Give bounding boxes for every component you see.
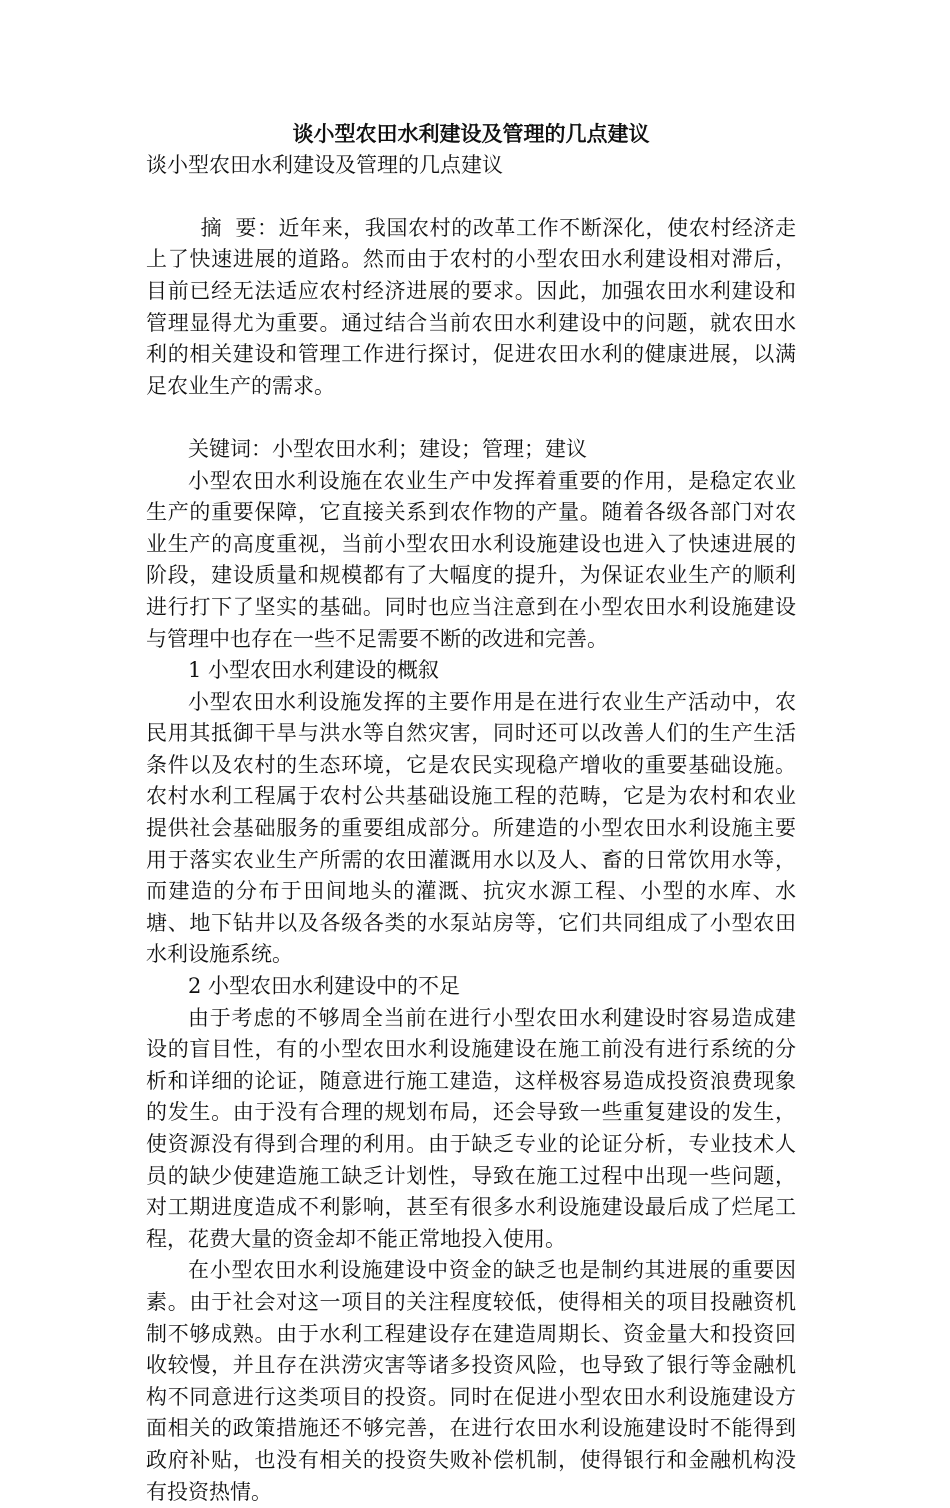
abstract-label-b: 要： xyxy=(234,215,279,240)
document-page xyxy=(146,118,796,1508)
abstract-paragraph xyxy=(146,213,796,403)
document-subtitle: 谈小型农田水利建设及管理的几点建议 xyxy=(146,152,503,177)
section-1-paragraph: 小型农田水利设施发挥的主要作用是在进行农业生产活动中，农民用其抵御干旱与洪水等自然灾害，同时还可以改善人们的生产生活条件以及农村的生态环境，它是农民实现稳产增收的重要基础设施。农村水利工程属于农村公共基础设施工程的范畴，它是为农村和农业提供社会基础服务的重要组成部分。所建造的小型农田水利设施主要用于落实农业生产所需的农田灌溉用水以及人、畜的日常饮用水等，而建造的分布于田间地头的灌溉、抗灾水源工程、小型的水库、水塘、地下钻井以及各级各类的水泵站房等，它们共同组成了小型农田水利设施系统。 xyxy=(146,689,796,967)
blank-line xyxy=(146,181,796,213)
blank-line xyxy=(146,402,796,434)
section-2-heading: 2 小型农田水利建设中的不足 xyxy=(188,974,461,999)
abstract-label-a: 摘 xyxy=(200,215,223,240)
section-1-heading: 1 小型农田水利建设的概叙 xyxy=(188,658,440,683)
document-title: 谈小型农田水利建设及管理的几点建议 xyxy=(292,121,650,146)
keywords-line: 关键词：小型农田水利；建设；管理；建议 xyxy=(188,436,587,461)
intro-paragraph: 小型农田水利设施在农业生产中发挥着重要的作用，是稳定农业生产的重要保障，它直接关系到农作物的产量。随着各级各部门对农业生产的高度重视，当前小型农田水利设施建设也进入了快速进展的阶段，建设质量和规模都有了大幅度的提升，为保证农业生产的顺利进行打下了坚实的基础。同时也应当注意到在小型农田水利设施建设与管理中也存在一些不足需要不断的改进和完善。 xyxy=(146,468,796,651)
abstract-text: 近年来，我国农村的改革工作不断深化，使农村经济走上了快速进展的道路。然而由于农村的小型农田水利建设相对滞后，目前已经无法适应农村经济进展的要求。因此，加强农田水利建设和管理显得尤为重要。通过结合当前农田水利建设中的问题，就农田水利的相关建设和管理工作进行探讨，促进农田水利的健康进展，以满足农业生产的需求。 xyxy=(146,215,797,398)
section-2-paragraph-2: 在小型农田水利设施建设中资金的缺乏也是制约其进展的重要因素。由于社会对这一项目的关注程度较低，使得相关的项目投融资机制不够成熟。由于水利工程建设存在建造周期长、资金量大和投资回收较慢，并且存在洪涝灾害等诸多投资风险，也导致了银行等金融机构不同意进行这类项目的投资。同时在促进小型农田水利设施建设方面相关的政策措施还不够完善，在进行农田水利设施建设时不能得到政府补贴，也没有相关的投资失败补偿机制，使得银行和金融机构没有投资热情。 xyxy=(146,1258,796,1504)
section-2-paragraph-1: 由于考虑的不够周全当前在进行小型农田水利建设时容易造成建设的盲目性，有的小型农田水利设施建设在施工前没有进行系统的分析和详细的论证，随意进行施工建造，这样极容易造成投资浪费现象的发生。由于没有合理的规划布局，还会导致一些重复建设的发生，使资源没有得到合理的利用。由于缺乏专业的论证分析，专业技术人员的缺少使建造施工缺乏计划性，导致在施工过程中出现一些问题，对工期进度造成不利影响，甚至有很多水利设施建设最后成了烂尾工程，花费大量的资金却不能正常地投入使用。 xyxy=(146,1005,796,1251)
